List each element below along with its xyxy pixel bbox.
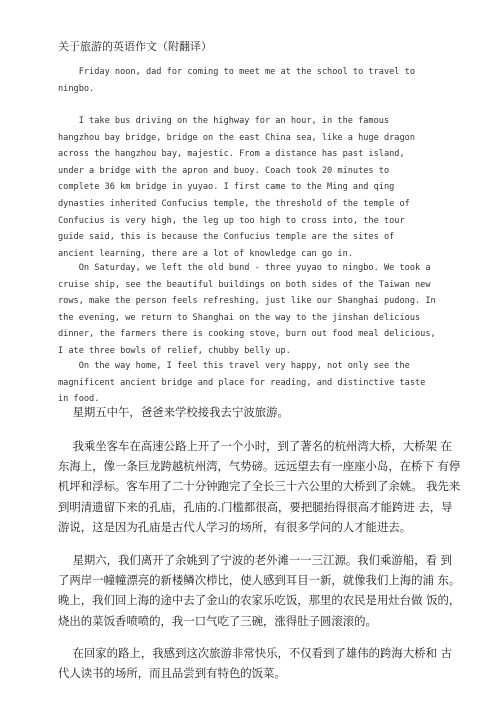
text-line: 代人读书的场所，而且品尝到有特色的饭菜。 (58, 666, 286, 681)
text-line: 到明清遗留下来的孔庙，孔庙的.门槛都很高，要把腿抬得很高才能跨进 去，导 (58, 499, 453, 514)
text-line: 了两岸一幢幢漂亮的新楼鳞次栉比，使人感到耳目一新，就像我们上海的浦 东。 (58, 573, 461, 588)
text-line: guide said, this is because the Confucius temple are the sites of (58, 232, 395, 243)
text-line: 晚上，我们回上海的途中去了金山的农家乐吃饭，那里的农民是用灶台做 饭的， (58, 593, 461, 608)
text-line: I take bus driving on the highway for an hour, in the famous (58, 116, 390, 126)
text-line: cruise ship, see the beautiful buildings on both sides of the Taiwan new (58, 279, 431, 290)
english-paragraph-4 (58, 358, 458, 408)
text-line: 我乘坐客车在高速公路上开了一个小时，到了著名的杭州湾大桥，大桥架 在 (58, 439, 452, 453)
text-line: Confucius is very high, the leg up too high to cross into, the tour (58, 215, 405, 226)
text-line: ningbo. (58, 83, 95, 94)
text-line: 东海上，像一条巨龙跨越杭州湾，气势磅。远远望去有一座座小岛，在桥下 有停 (58, 459, 461, 474)
text-line: across the hangzhou bay, majestic. From a distance has past island, (58, 149, 405, 160)
english-paragraph-3 (58, 260, 458, 360)
text-line: rows, make the person feels refreshing, just like our Shanghai pudong. In (58, 296, 436, 307)
text-line: the evening, we return to Shanghai on the way to the jinshan delicious (58, 312, 421, 323)
text-line: magnificent ancient bridge and place for reading, and distinctive taste (58, 377, 426, 388)
english-paragraph-2 (58, 113, 458, 262)
text-line: On Saturday, we left the old bund - three yuyao to ningbo. We took a (58, 263, 431, 273)
text-line: dynasties inherited Confucius temple, the threshold of the temple of (58, 198, 410, 209)
text-line: 机坪和浮标。客车用了二十分钟跑完了全长三十六公里的大桥到了余姚。 我先来 (58, 479, 461, 494)
chinese-paragraph-1 (58, 402, 456, 422)
text-line: in food. (58, 394, 100, 405)
text-line: hangzhou bay bridge, bridge on the east China sea, like a huge dragon (58, 132, 415, 143)
text-line: ancient learning, there are a lot of knowledge can go in. (58, 248, 353, 259)
text-line: under a bridge with the apron and buoy. Coach took 20 minutes to (58, 165, 390, 176)
text-line: 游说，这是因为孔庙是古代人学习的场所，有很多学问的人才能进去。 (58, 519, 412, 534)
text-line: Friday noon, dad for coming to meet me at the school to travel to (58, 67, 415, 77)
chinese-paragraph-3 (58, 550, 461, 631)
text-line: 星期五中午，爸爸来学校接我去宁波旅游。 (58, 405, 289, 419)
text-line: complete 36 km bridge in yuyao. I first came to the Ming and qing (58, 182, 395, 193)
text-line: 在回家的路上，我感到这次旅游非常快乐，不仅看到了雄伟的跨海大桥和 古 (58, 646, 452, 660)
chinese-paragraph-2 (58, 436, 461, 537)
text-line: dinner, the farmers there is cooking stove, burn out food meal delicious, (58, 329, 436, 340)
text-line: 星期六，我们离开了余姚到了宁波的老外滩一一三江源。我们乘游船，看 到 (58, 553, 452, 567)
text-line: 烧出的菜饭香喷喷的，我一口气吃了三碗，涨得肚子圆滚滚的。 (58, 613, 377, 628)
text-line: On the way home, I feel this travel very happy, not only see the (58, 361, 410, 371)
text-line: I ate three bowls of relief, chubby belly up. (58, 345, 291, 356)
english-paragraph-1 (58, 64, 458, 97)
chinese-paragraph-4 (58, 643, 456, 683)
document-title: 关于旅游的英语作文（附翻译） (58, 40, 212, 53)
